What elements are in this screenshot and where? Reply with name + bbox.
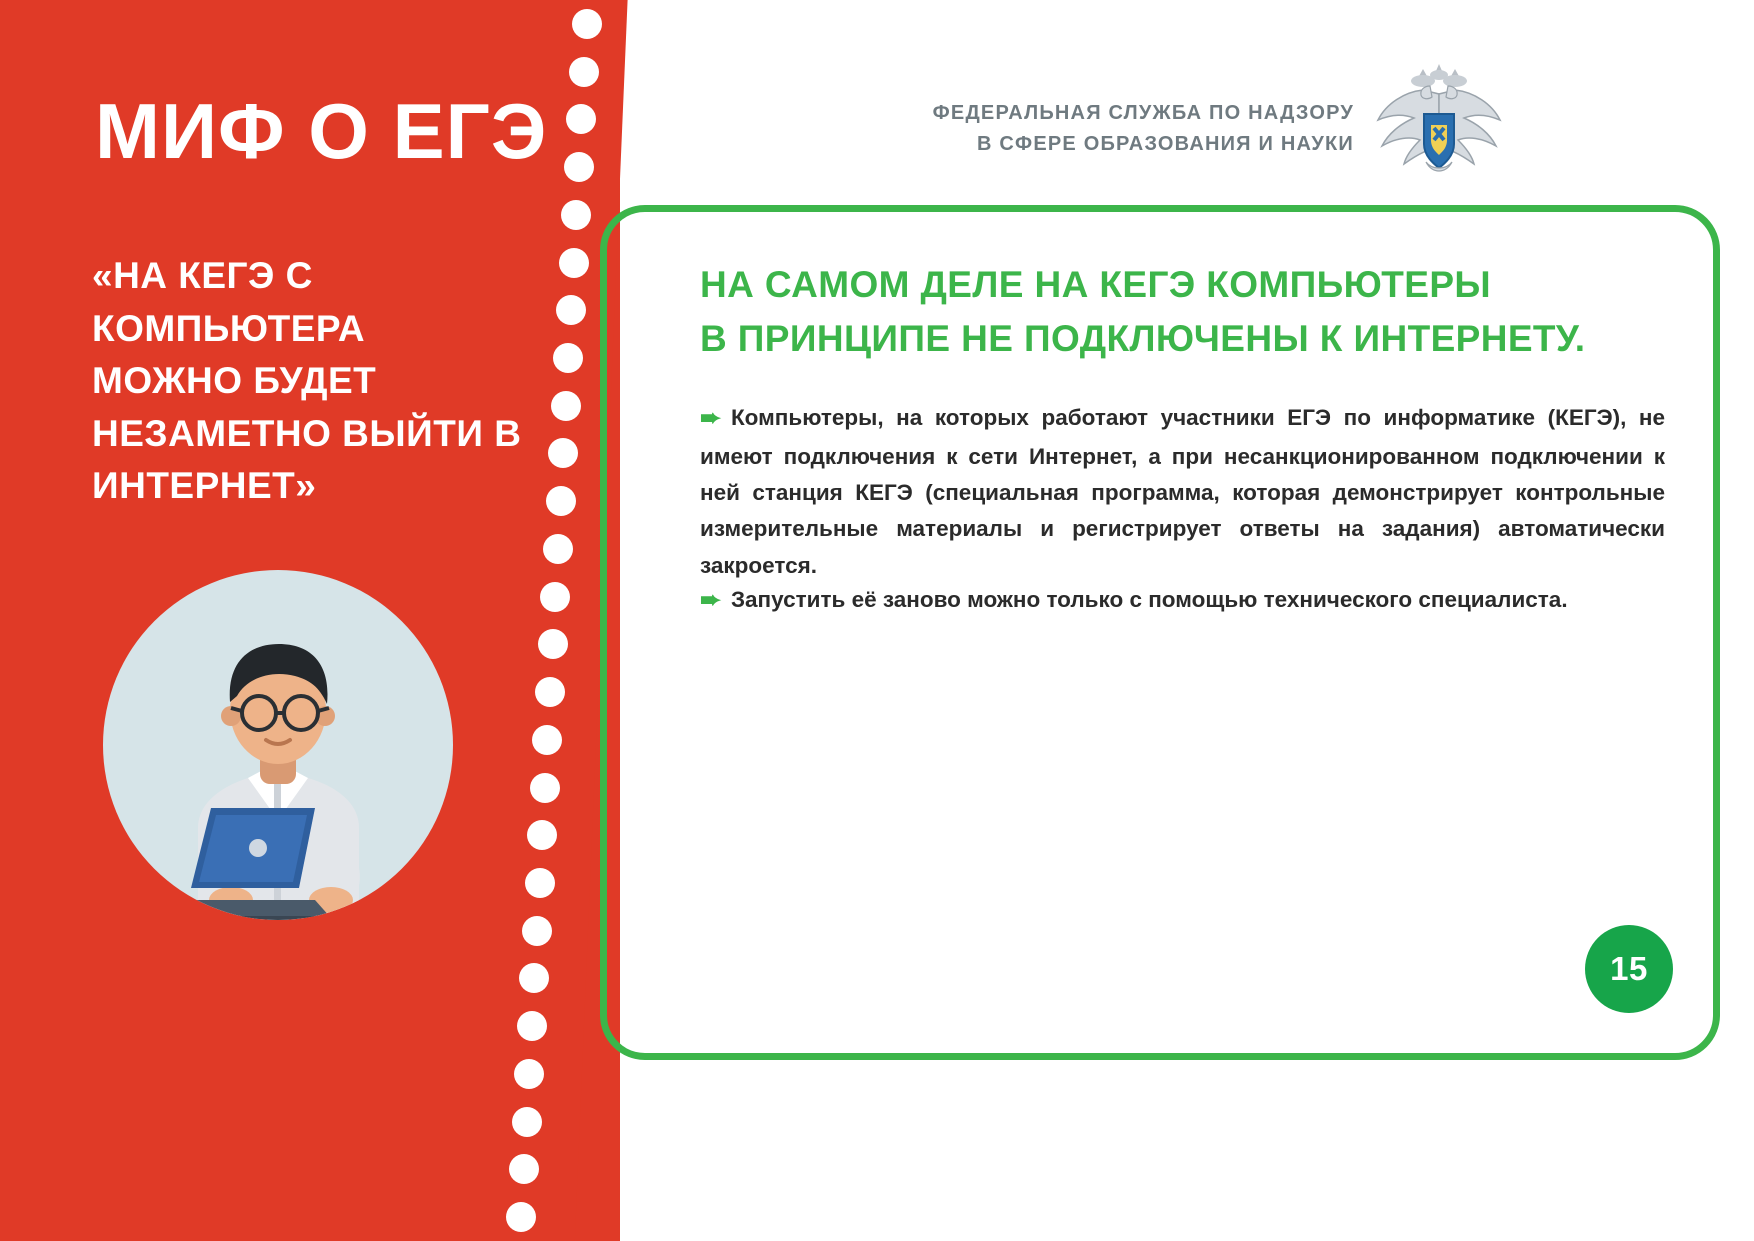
- bullet-text: Запустить её заново можно только с помощью технического специалиста.: [730, 587, 1568, 612]
- agency-title-line1: ФЕДЕРАЛЬНАЯ СЛУЖБА ПО НАДЗОРУ: [932, 102, 1354, 124]
- page-title: МИФ О ЕГЭ: [95, 87, 548, 175]
- page-number-badge: 15: [1585, 925, 1673, 1013]
- myth-quote-text: «НА КЕГЭ С КОМПЬЮТЕРА МОЖНО БУДЕТ НЕЗАМЕТНО ВЫЙТИ В ИНТЕРНЕТ»: [92, 255, 522, 507]
- arrow-right-icon: ➨: [700, 586, 721, 614]
- double-eagle-icon: [1374, 62, 1504, 180]
- bullet-item: [700, 398, 1665, 584]
- bullet-text: Компьютеры, на которых работают участники ЕГЭ по информатике (КЕГЭ), не имеют подключения к сети Интернет, а при несанкционированном подключении к ней станция КЕГЭ (специальная программа, которая демонстрирует контрольные измерительные материалы и регистрирует ответы на задания) автоматически закроется.: [700, 405, 1665, 578]
- answer-heading: [700, 258, 1660, 365]
- agency-title: [933, 98, 1354, 160]
- answer-heading-line2: В ПРИНЦИПЕ НЕ ПОДКЛЮЧЕНЫ К ИНТЕРНЕТУ.: [700, 317, 1586, 359]
- student-illustration-svg: [103, 570, 453, 920]
- answer-heading-line1: НА САМОМ ДЕЛЕ НА КЕГЭ КОМПЬЮТЕРЫ: [700, 264, 1492, 305]
- student-at-laptop-illustration: [103, 570, 453, 920]
- rosobrnadzor-emblem-icon: [1374, 62, 1504, 180]
- arrow-right-icon: ➨: [700, 404, 721, 432]
- agency-title-line2: В СФЕРЕ ОБРАЗОВАНИЯ И НАУКИ: [977, 133, 1354, 155]
- bullet-item: [700, 580, 1665, 621]
